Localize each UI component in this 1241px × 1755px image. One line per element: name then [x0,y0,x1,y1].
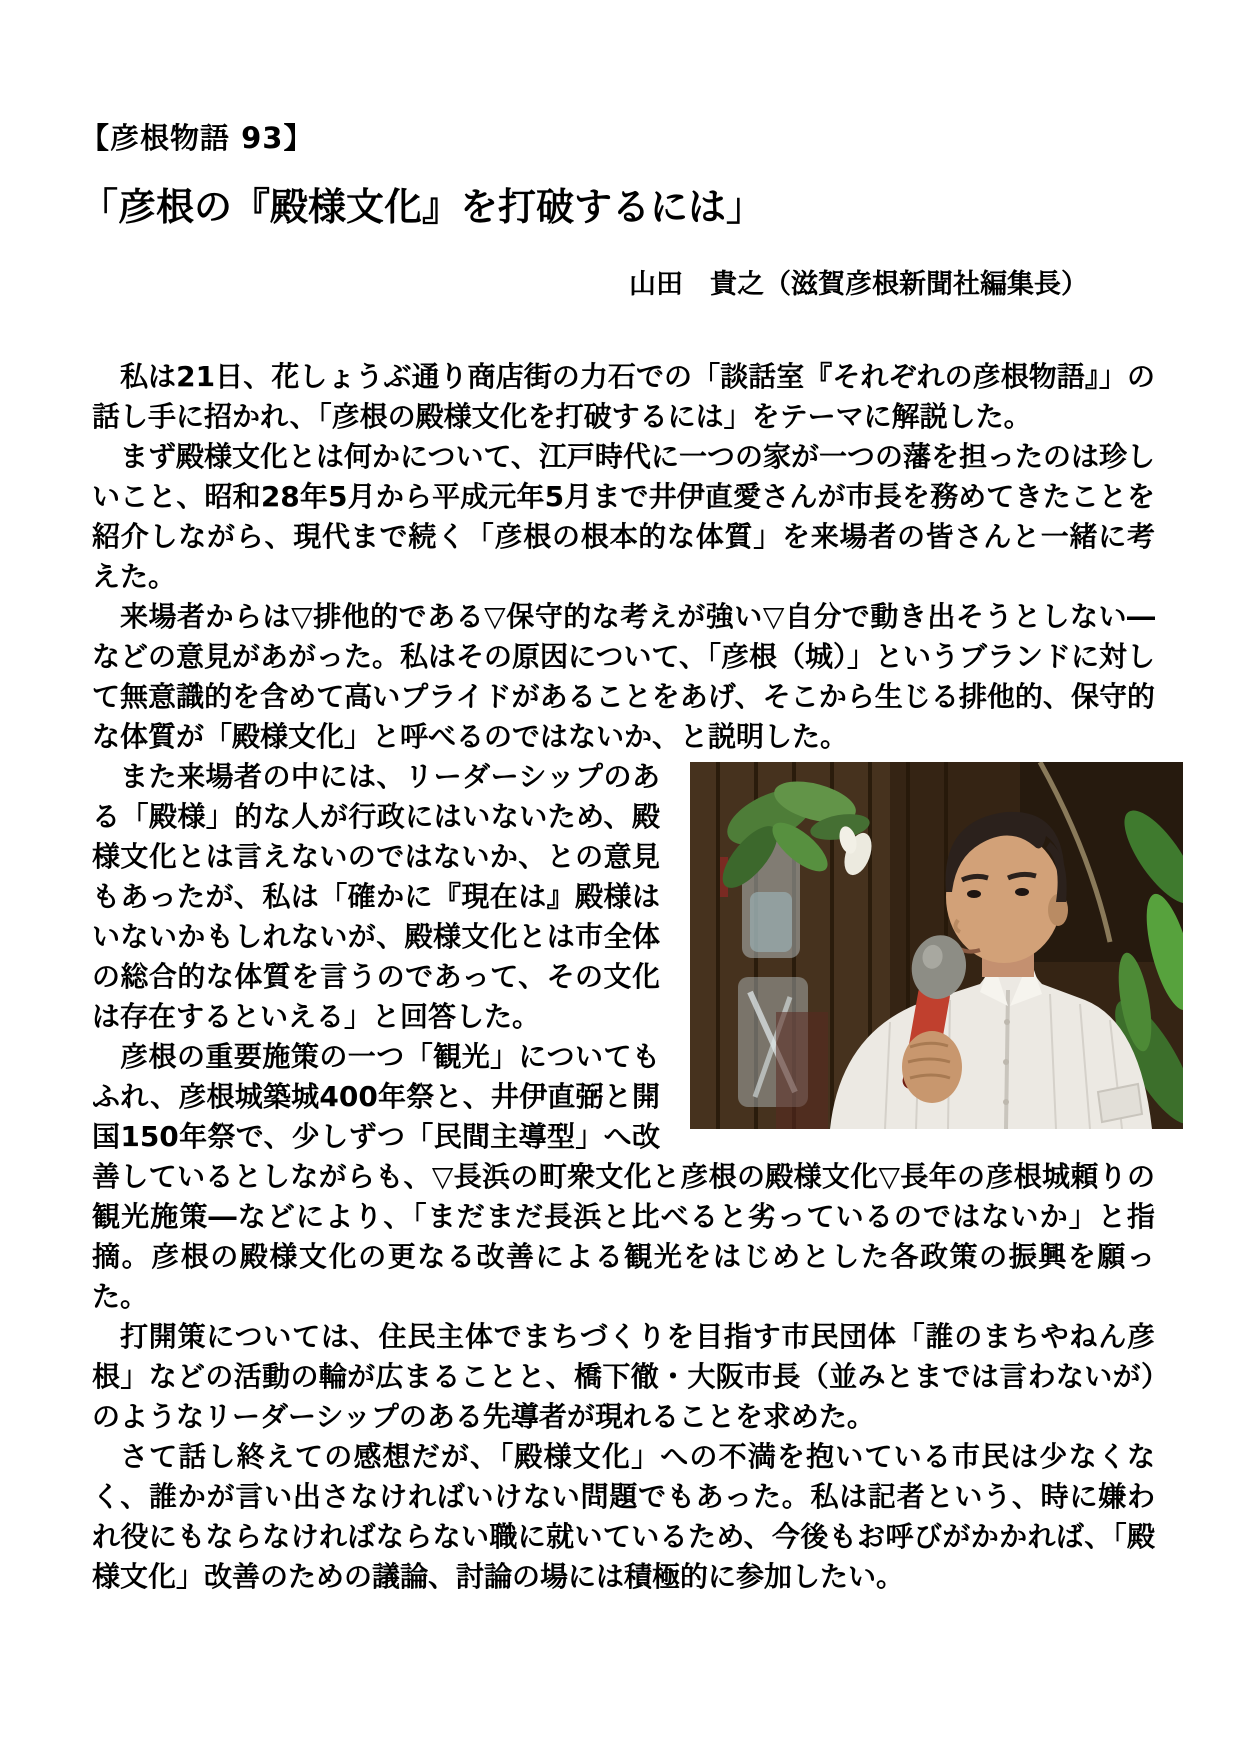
paragraph-4-text: また来場者の中には、リーダーシップのある「殿様」的な人が行政にはいないため、殿様文化とは言えないのではないか、との意見もあったが、私は「確かに『現在は』殿様はいないかもしれないが、殿様文化とは市全体の総合的な体質を言うのであって、その文化は存在するといえる」と回答した。 [92,760,660,1033]
paragraph-5: 彦根の重要施策の一つ「観光」についてもふれ、彦根城築城400年祭と、井伊直弼と開国150年祭で、少しずつ「民間主導型」へ改善しているとしながらも、▽長浜の町衆文化と彦根の殿様文化▽長年の彦根城頼りの観光施策―などにより、「まだまだ長浜と比べると劣っているのではないか」と指摘。彦根の殿様文化の更なる改善による観光をはじめとした各政策の振興を願った。 [92,1040,1155,1313]
paragraph-1: 私は21日、花しょうぶ通り商店街の力石での「談話室『それぞれの彦根物語』」の話し手に招かれ、「彦根の殿様文化を打破するには」をテーマに解説した。 [92,360,1155,433]
paragraph-2: まず殿様文化とは何かについて、江戸時代に一つの家が一つの藩を担ったのは珍しいこと、昭和28年5月から平成元年5月まで井伊直愛さんが市長を務めてきたことを紹介しながら、現代まで続く「彦根の根本的な体質」を来場者の皆さんと一緒に考えた。 [92,440,1155,593]
article-body [92,357,1155,1597]
speaker-photo [690,762,1183,1129]
paragraph-6: 打開策については、住民主体でまちづくりを目指す市民団体「誰のまちやねん彦根」などの活動の輪が広まることと、橋下徹・大阪市長（並みとまでは言わないが）のようなリーダーシップのある先導者が現れることを求めた。 [92,1320,1155,1433]
paragraph-3: 来場者からは▽排他的である▽保守的な考えが強い▽自分で動き出そうとしない―などの意見があがった。私はその原因について、「彦根（城）」というブランドに対して無意識的を含めて高いプライドがあることをあげ、そこから生じる排他的、保守的な体質が「殿様文化」と呼べるのではないか、と説明した。 [92,600,1155,753]
paragraph-7: さて話し終えての感想だが、「殿様文化」への不満を抱いている市民は少なくなく、誰かが言い出さなければいけない問題でもあった。私は記者という、時に嫌われ役にもならなければならない職に就いているため、今後もお呼びがかかれば、「殿様文化」改善のための議論、討論の場には積極的に参加したい。 [92,1440,1155,1593]
byline: 山田 貴之（滋賀彦根新聞社編集長） [629,269,1088,300]
paragraph-4 [92,757,1155,1037]
speaker-photo-illustration [690,762,1183,1129]
article-title: 「彦根の『殿様文化』を打破するには」 [80,185,765,229]
series-label: 【彦根物語 93】 [80,121,314,155]
